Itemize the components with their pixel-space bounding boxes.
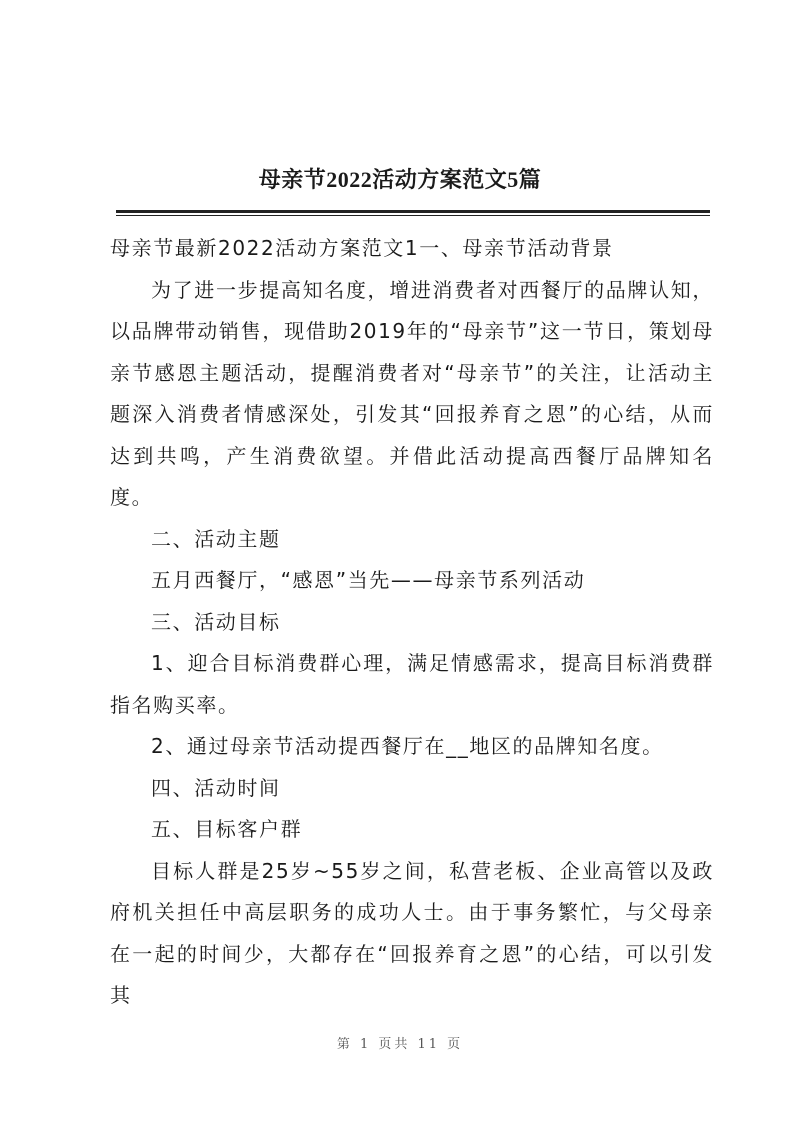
goal-item-2: 2、通过母亲节活动提西餐厅在__地区的品牌知名度。 [151,734,664,758]
section-heading-time: 四、活动时间 [151,775,281,800]
title-divider-thick [116,210,710,213]
section-heading-theme: 二、活动主题 [151,526,281,551]
document-body [110,228,714,1017]
intro-heading: 母亲节最新2022活动方案范文1一、母亲节活动背景 [110,236,614,260]
theme-text: 五月西餐厅，“感恩”当先——母亲节系列活动 [151,568,586,592]
goal-item-1: 1、迎合目标消费群心理，满足情感需求，提高目标消费群指名购买率。 [110,651,714,717]
page-footer: 第 1 页共 11 页 [336,1037,464,1052]
document-title: 母亲节2022活动方案范文5篇 [258,167,542,192]
audience-paragraph: 目标人群是25岁~55岁之间，私营老板、企业高管以及政府机关担任中高层职务的成功人士。由于事务繁忙，与父母亲在一起的时间少，大都存在“回报养育之恩”的心结，可以引发其 [110,858,714,1007]
background-paragraph: 为了进一步提高知名度，增进消费者对西餐厅的品牌认知，以品牌带动销售，现借助2019年的“母亲节”这一节日，策划母亲节感恩主题活动，提醒消费者对“母亲节”的关注，让活动主题深入消费者情感深处，引发其“回报养育之恩”的心结，从而达到共鸣，产生消费欲望。并借此活动提高西餐厅品牌知名度。 [110,277,714,509]
section-heading-goals: 三、活动目标 [151,609,281,634]
title-divider-thin [116,215,710,216]
section-heading-audience: 五、目标客户群 [151,817,303,841]
